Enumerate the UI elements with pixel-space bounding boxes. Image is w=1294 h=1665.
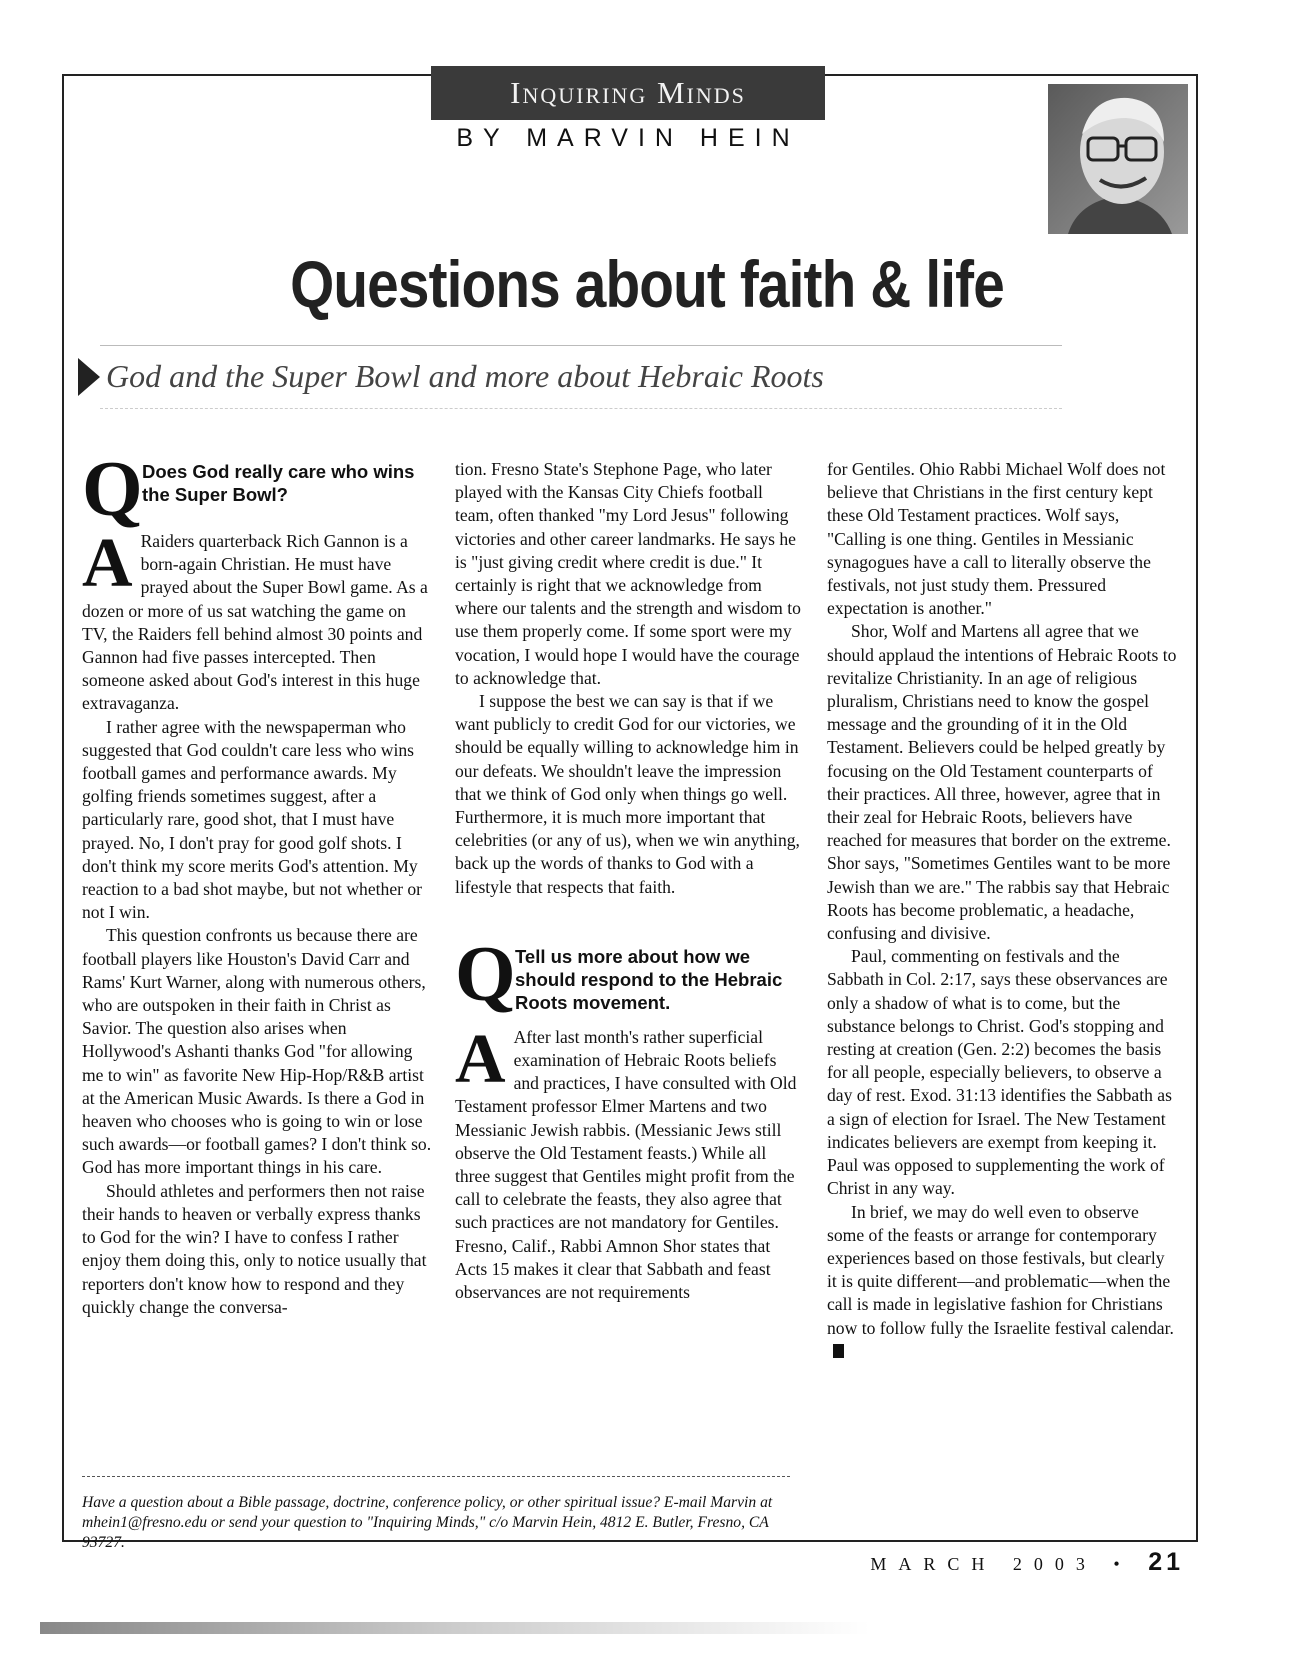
- page-number: 21: [1148, 1548, 1184, 1576]
- triangle-arrow-icon: [78, 358, 100, 396]
- author-portrait-image: [1048, 84, 1188, 234]
- paragraph: Paul, commenting on festivals and the Sabbath in Col. 2:17, says these observances are only a shadow of what is to come, but the substance belongs to Christ. God's stopping and resting at creation (Gen. 2:2) becomes the basis for all people, especially believers, to observe a day of rest. Exod. 31:13 identifies the Sabbath as a sign of election for Israel. The New Testament indicates believers are exempt from keeping it. Paul was opposed to supplementing the work of Christ in any way.: [827, 946, 1172, 1199]
- q-letter: Q: [455, 929, 516, 1017]
- paragraph: tion. Fresno State's Stephone Page, who later played with the Kansas City Chiefs football team, often thanked "my Lord Jesus" following victories and other career landmarks. He says he is "just giving credit where credit is due." It certainly is right that we acknowledge from where our talents and the strength and wisdom to use them properly come. If some sport were my vocation, I would hope I would have the courage to acknowledge that.: [455, 459, 801, 688]
- paragraph: Shor, Wolf and Martens all agree that we should applaud the intentions of Hebraic Roots to revitalize Christianity. In an age of religious pluralism, Christians need to know the gospel message and the grounding of it in the Old Testament. Believers could be helped greatly by focusing on the Old Testament counterparts of their practices. All three, however, agree that in their zeal for Hebraic Roots, believers have reached for measures that border on the extreme. Shor says, "Sometimes Gentiles want to be more Jewish than we are." The rabbis say that Hebraic Roots has become problematic, a headache, confusing and divisive.: [827, 621, 1177, 944]
- a-letter: A: [455, 1020, 506, 1098]
- column-name-badge: Inquiring Minds: [431, 66, 825, 120]
- article-title: Questions about faith & life: [290, 247, 1004, 321]
- q-letter: Q: [82, 445, 143, 532]
- issue-date: MARCH 2003: [870, 1554, 1097, 1574]
- answer-1-text: Raiders quarterback Rich Gannon is a born-again Christian. He must have prayed about the Super Bowl game. As a dozen or more of us sat watching the game on TV, the Raiders fell behind almost 30 points and Gannon had five passes intercepted. Then someone asked about God's interest in this huge extravaganza.: [82, 531, 428, 714]
- a-letter: A: [82, 525, 133, 602]
- paragraph: I suppose the best we can say is that if we want publicly to credit God for our victories, we should be equally willing to acknowledge him in our defeats. We shouldn't leave the impression that we think of God only when things go well. Furthermore, it is much more important that celebrities (or any of us), when we win anything, back up the words of thanks to God with a lifestyle that respects that faith.: [455, 691, 800, 897]
- folio-separator: •: [1113, 1554, 1132, 1574]
- last-paragraph: [827, 1201, 1177, 1363]
- folio: [870, 1548, 1184, 1577]
- author-photo: [1048, 84, 1188, 234]
- article-subtitle-row: [78, 358, 824, 399]
- question-1: [82, 445, 432, 532]
- subtitle-rule: [100, 408, 1062, 409]
- paragraph: I rather agree with the newspaperman who suggested that God couldn't care less who wins football games and performance awards. My golfing friends sometimes suggest, after a particularly rare, good shot, that I must have prayed. No, I don't pray for good golf shots. I don't think my score merits God's attention. My reaction to a bad shot maybe, but not whether or not I win.: [82, 716, 423, 923]
- answer-1-paragraph: [82, 525, 432, 716]
- article-subtitle: God and the Super Bowl and more about Hebraic Roots: [106, 358, 824, 394]
- question-2: [455, 929, 805, 1017]
- column-2: [455, 458, 805, 1304]
- footnote: Have a question about a Bible passage, doctrine, conference policy, or other spiritual issue? E-mail Marvin at mhein1@fresno.edu or send your question to "Inquiring Minds," c/o Marvin Hein, 4812 E. Butler, Fresno, CA 93727.: [82, 1494, 773, 1551]
- column-3: [827, 458, 1177, 1363]
- question-2-text: Tell us more about how we should respond to the Hebraic Roots movement.: [515, 945, 783, 1013]
- end-mark-icon: [833, 1344, 844, 1358]
- answer-2-paragraph: [455, 1020, 805, 1304]
- footnote-rule: [82, 1476, 790, 1477]
- title-rule: [100, 345, 1062, 346]
- paragraph: for Gentiles. Ohio Rabbi Michael Wolf does not believe that Christians in the first century kept these Old Testament practices. Wolf says, "Calling is one thing. Gentiles in Messianic synagogues have a call to literally observe the festivals, not just study them. Pressured expectation is another.": [827, 459, 1166, 619]
- paragraph: This question confronts us because there are football players like Houston's David Carr and Rams' Kurt Warner, along with numerous others, who are outspoken in their faith in Christ as Savior. The question also arises when Hollywood's Ashanti thanks God "for allowing me to win" as favorite New Hip-Hop/R&B artist at the American Music Awards. Is there a God in heaven who chooses who is going to win or lose such awards—or football games? I don't think so. God has more important things in his care.: [82, 925, 432, 1178]
- answer-2-text: After last month's rather superficial examination of Hebraic Roots beliefs and practices, I have consulted with Old Testament professor Elmer Martens and two Messianic Jewish rabbis. (Messianic Jews still observe the Old Testament feasts.) While all three suggest that Gentiles might profit from the call to celebrate the feasts, they also agree that such practices are not mandatory for Gentiles. Fresno, Calif., Rabbi Amnon Shor states that Acts 15 makes it clear that Sabbath and feast observances are not requirements: [455, 1026, 797, 1303]
- column-1: [82, 445, 432, 1319]
- byline: BY MARVIN HEIN: [456, 124, 800, 152]
- paragraph: Should athletes and performers then not raise their hands to heaven or verbally express thanks to God for the win? I have to confess I rather enjoy them doing this, only to notice usually that reporters don't know how to respond and they quickly change the conversa-: [82, 1180, 427, 1317]
- question-1-text: Does God really care who wins the Super Bowl?: [142, 461, 415, 505]
- paragraph-text: In brief, we may do well even to observe some of the feasts or arrange for contemporary experiences based on those festivals, but clearly it is quite different—and problematic—when the call is made in legislative fashion for Christians now to follow fully the Israelite festival calendar.: [827, 1201, 1174, 1338]
- scan-edge-bar: [40, 1622, 870, 1634]
